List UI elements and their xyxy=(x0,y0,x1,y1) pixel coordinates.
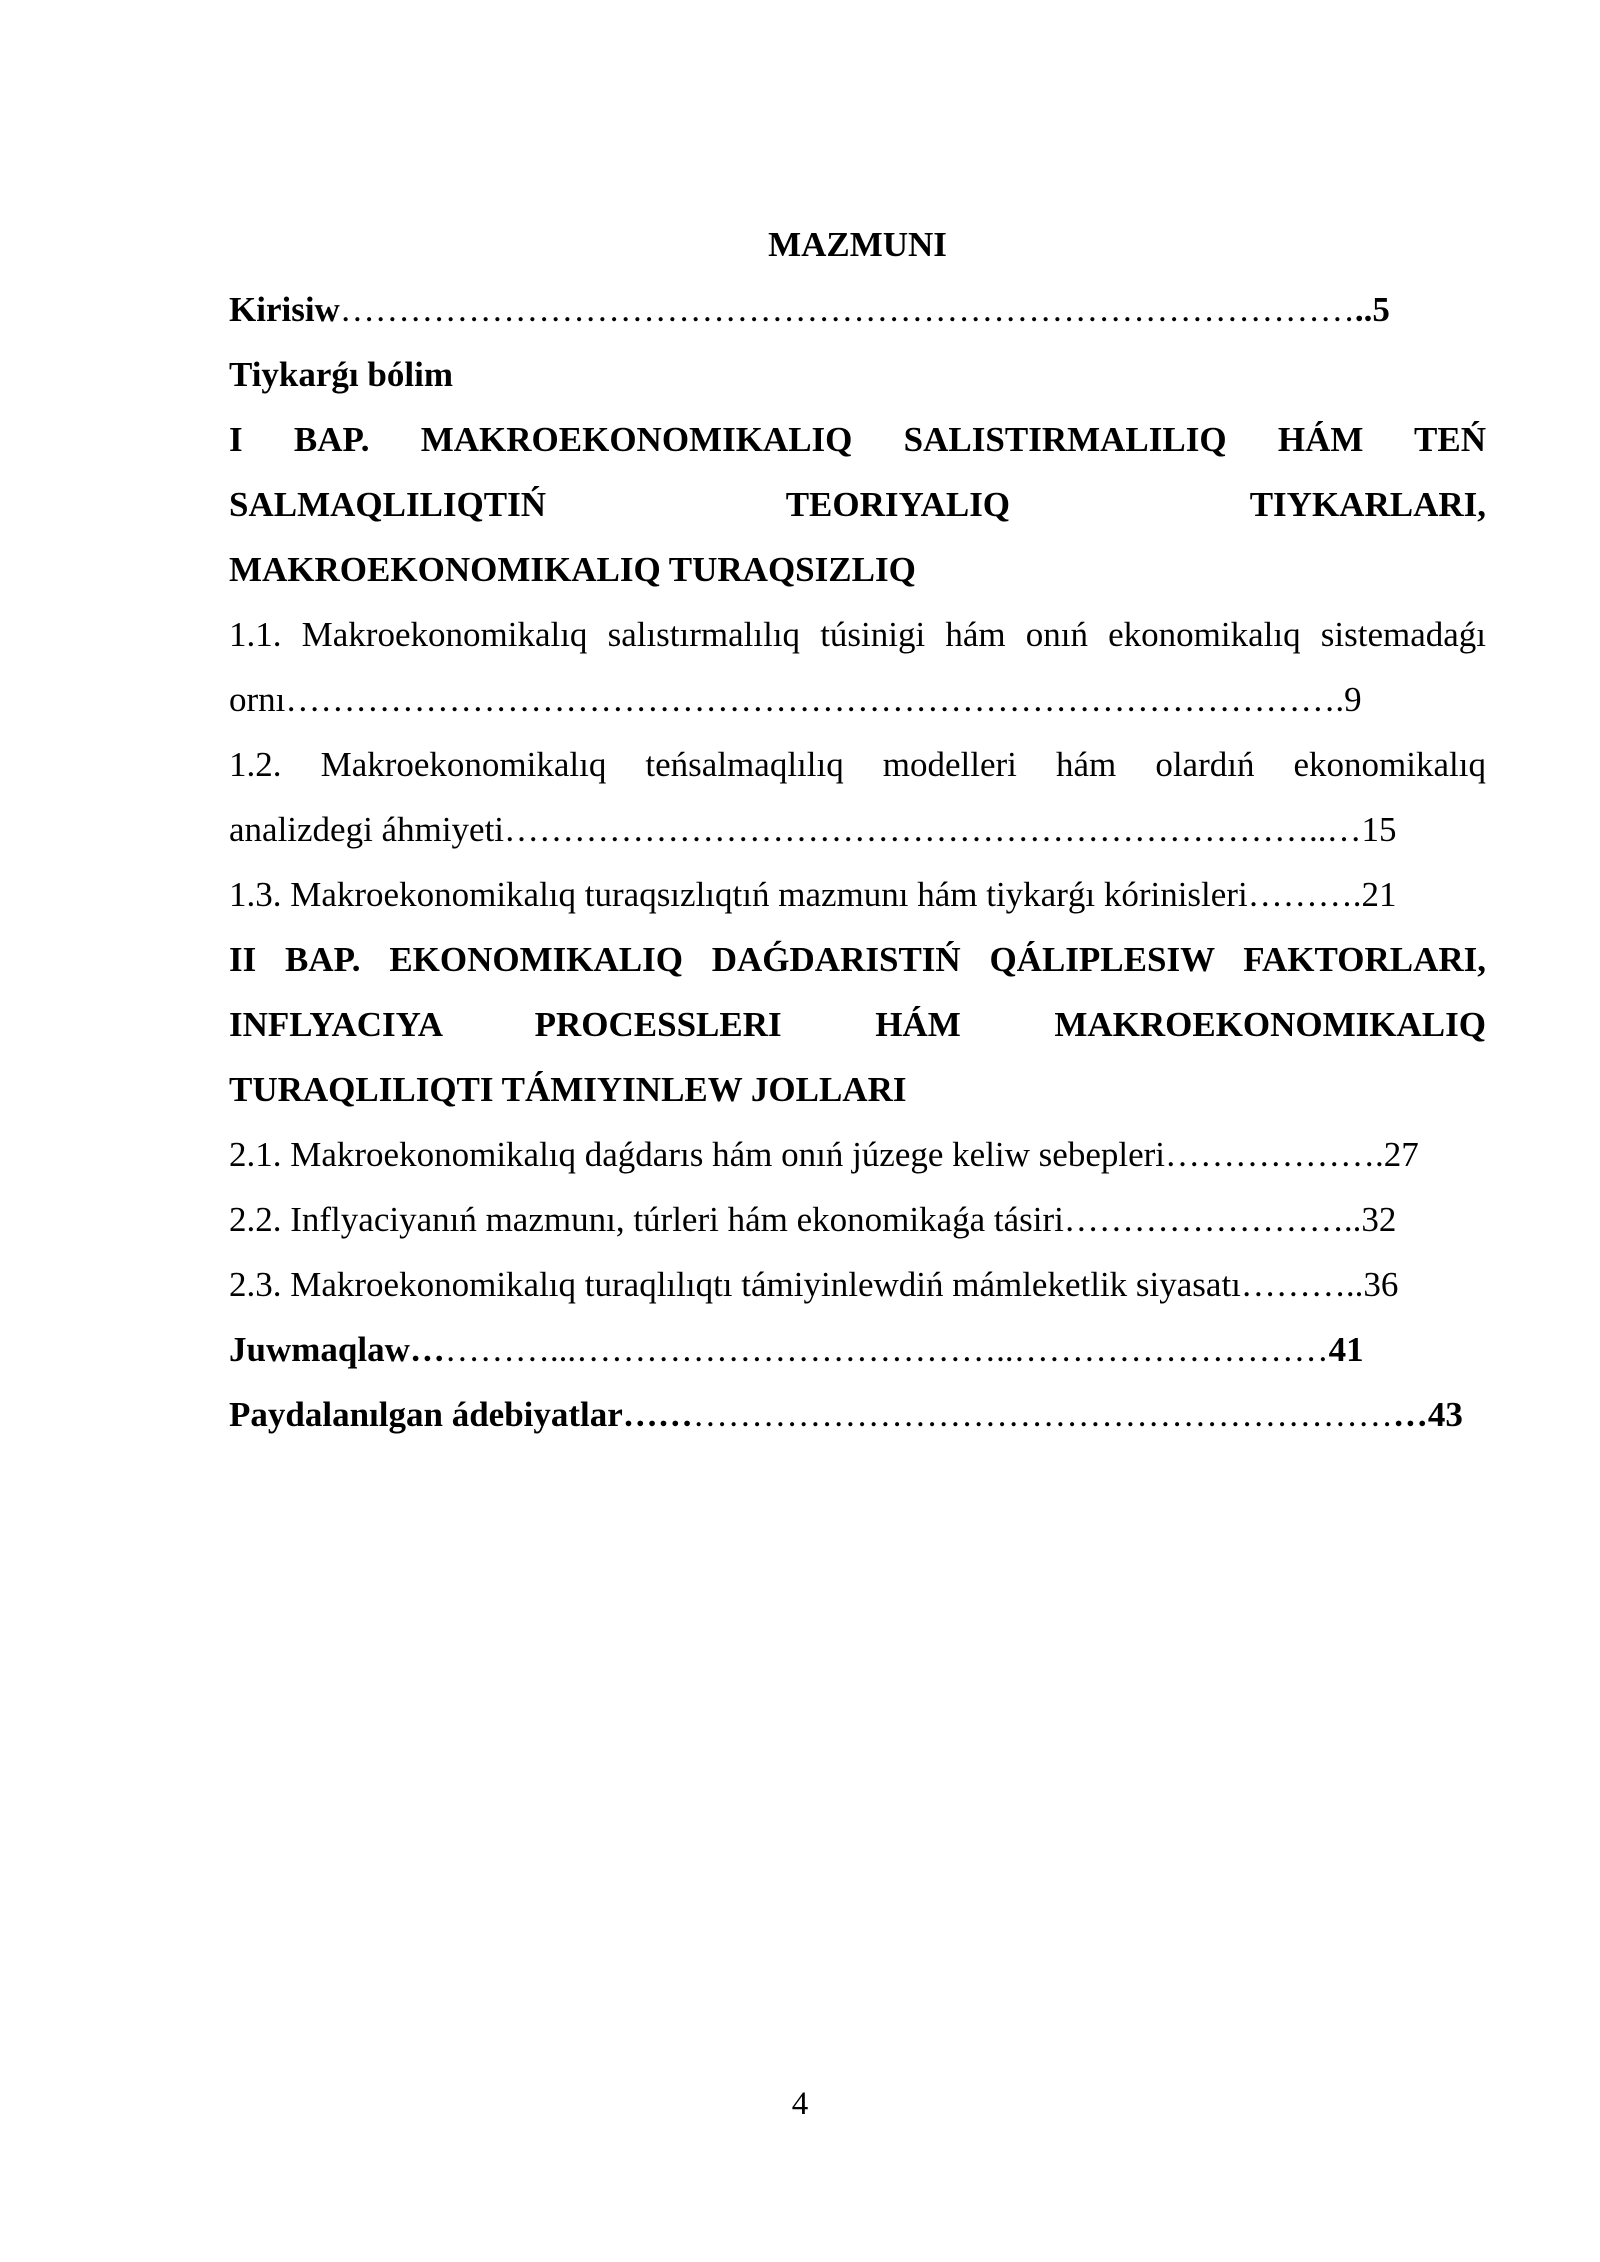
toc-leader-dots: ………...………………………………..……………………… xyxy=(444,1330,1329,1369)
toc-entry-text: analizdegi áhmiyeti xyxy=(229,810,505,849)
toc-entry-1-1-line-2[interactable] xyxy=(229,667,1486,732)
toc-chapter-1-line-2[interactable]: SALMAQLILIQTIŃ TEORIYALIQ TIYKARLARI, xyxy=(229,485,1486,524)
toc-entry-1-2-line-2[interactable] xyxy=(229,797,1486,862)
toc-entry-2-2[interactable] xyxy=(229,1187,1486,1252)
toc-entry-1-1-line-1[interactable]: 1.1. Makroekonomikalıq salıstırmalılıq túsinigi hám onıń ekonomikalıq sistemadaǵı xyxy=(229,615,1486,654)
toc-entry-text: Paydalanılgan ádebiyatlar…… xyxy=(229,1395,693,1434)
toc-entry-1-2-line-1[interactable]: 1.2. Makroekonomikalıq teńsalmaqlılıq modelleri hám olardıń ekonomikalıq xyxy=(229,745,1486,784)
toc-entry-text: 2.1. Makroekonomikalıq daǵdarıs hám onıń júzege keliw sebepleri xyxy=(229,1135,1165,1174)
toc-entry-intro[interactable] xyxy=(229,277,1486,342)
toc-chapter-2-line-2[interactable]: INFLYACIYA PROCESSLERI HÁM MAKROEKONOMIKALIQ xyxy=(229,1005,1486,1044)
toc-entry-text: 1.3. Makroekonomikalıq turaqsızlıqtıń mazmunı hám tiykarǵı kórinisleri xyxy=(229,875,1248,914)
toc-section-main-part: Tiykarǵı bólim xyxy=(229,355,453,394)
toc-leader-dots: ……………………………………………………………..… xyxy=(504,810,1362,849)
toc-page-number: 21 xyxy=(1361,875,1397,914)
toc-entry-text: 2.2. Inflyaciyanıń mazmunı, túrleri hám ekonomikaǵa tásiri xyxy=(229,1200,1064,1239)
toc-leader-dots: ………. xyxy=(1247,875,1362,914)
toc-page-number: ..5 xyxy=(1354,290,1390,329)
toc-page-number: 9 xyxy=(1344,680,1362,719)
toc-page-number: 36 xyxy=(1363,1265,1399,1304)
toc-entry-2-3[interactable] xyxy=(229,1252,1486,1317)
toc-page-number: 41 xyxy=(1328,1330,1364,1369)
toc-leader-dots: …………………………………………………………………………… xyxy=(339,290,1355,329)
toc-page-number: …43 xyxy=(1392,1395,1463,1434)
toc-chapter-2-line-1[interactable]: II BAP. EKONOMIKALIQ DAǴDARISTIŃ QÁLIPLESIW FAKTORLARI, xyxy=(229,940,1486,979)
toc-title: MAZMUNI xyxy=(768,225,947,264)
toc-entry-text: 2.3. Makroekonomikalıq turaqlılıqtı támiyinlewdiń mámleketlik siyasatı xyxy=(229,1265,1241,1304)
toc-leader-dots: ………………. xyxy=(1165,1135,1384,1174)
toc-entry-1-3[interactable] xyxy=(229,862,1486,927)
toc-entry-conclusion[interactable] xyxy=(229,1317,1486,1382)
toc-leader-dots: …………………………………………………… xyxy=(692,1395,1393,1434)
toc-chapter-1-line-3[interactable]: MAKROEKONOMIKALIQ TURAQSIZLIQ xyxy=(229,550,916,589)
toc-chapter-1-line-1[interactable]: I BAP. MAKROEKONOMIKALIQ SALISTIRMALILIQ HÁM TEŃ xyxy=(229,420,1486,459)
toc-leader-dots: ……….. xyxy=(1240,1265,1364,1304)
toc-entry-text: Juwmaqlaw… xyxy=(229,1330,445,1369)
page-number: 4 xyxy=(791,2086,809,2122)
toc-entry-references[interactable] xyxy=(229,1382,1486,1447)
toc-entry-text: ornı xyxy=(229,680,286,719)
toc-page-number: 15 xyxy=(1361,810,1397,849)
toc-leader-dots: …………………….. xyxy=(1063,1200,1362,1239)
toc-entry-2-1[interactable] xyxy=(229,1122,1486,1187)
toc-chapter-2-line-3[interactable]: TURAQLILIQTI TÁMIYINLEW JOLLARI xyxy=(229,1070,907,1109)
toc-page-number: 27 xyxy=(1383,1135,1419,1174)
table-of-contents xyxy=(229,212,1486,1447)
toc-leader-dots: ………………………………………………………………………………. xyxy=(285,680,1345,719)
toc-entry-text: Kirisiw xyxy=(229,290,340,329)
toc-page-number: 32 xyxy=(1361,1200,1397,1239)
